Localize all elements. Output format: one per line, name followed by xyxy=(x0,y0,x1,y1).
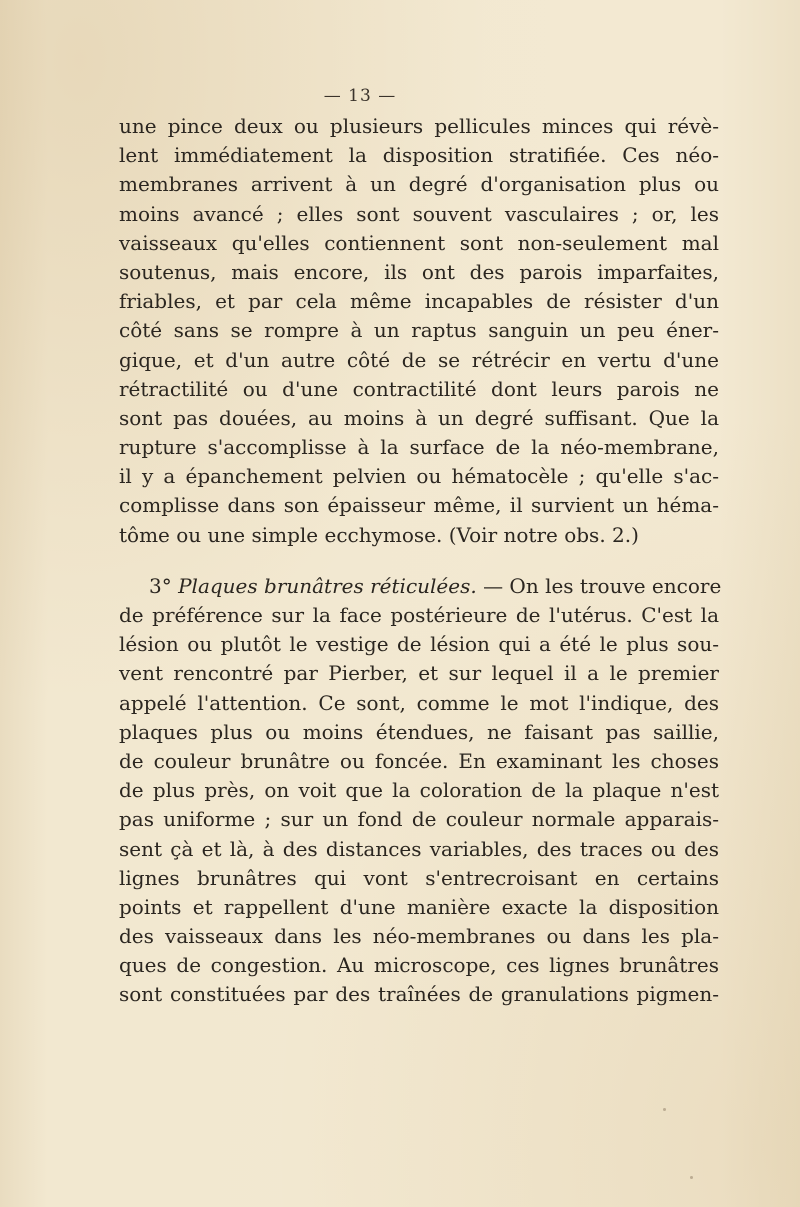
text-line: ques de congestion. Au microscope, ces lignes brunâtres xyxy=(119,953,719,978)
text-line: de plus près, on voit que la coloration de la plaque n'est xyxy=(119,778,719,803)
text-line: tôme ou une simple ecchymose. (Voir notre obs. 2.) xyxy=(119,522,639,547)
paper-speck xyxy=(663,1108,666,1111)
text-line: des vaisseaux dans les néo-membranes ou dans les pla- xyxy=(119,924,719,949)
paper-speck xyxy=(690,1176,693,1179)
text-line: friables, et par cela même incapables de résister d'un xyxy=(119,289,719,314)
section-heading-line xyxy=(119,572,722,601)
paragraph-gap xyxy=(119,550,719,572)
text-line: lignes brunâtres qui vont s'entrecroisant en certains xyxy=(119,865,719,890)
text-line: vaisseaux qu'elles contiennent sont non-seulement mal xyxy=(119,230,719,255)
text-line: sont constituées par des traînées de granulations pigmen- xyxy=(119,982,719,1007)
text-line: de couleur brunâtre ou foncée. En examinant les choses xyxy=(119,748,719,773)
text-line: complisse dans son épaisseur même, il survient un héma- xyxy=(119,493,719,518)
text-line: vent rencontré par Pierber, et sur lequel il a le premier xyxy=(119,661,719,686)
section-title: Plaques brunâtres réticulées. xyxy=(178,573,477,598)
text-line: pas uniforme ; sur un fond de couleur normale apparais- xyxy=(119,807,719,832)
paragraph-2 xyxy=(119,572,722,1010)
text-line: gique, et d'un autre côté de se rétrécir en vertu d'une xyxy=(119,347,719,372)
section-lead-text: — On les trouve encore xyxy=(483,573,722,598)
text-line: membranes arrivent à un degré d'organisation plus ou xyxy=(119,172,719,197)
text-line: côté sans se rompre à un raptus sanguin un peu éner- xyxy=(119,318,719,343)
section-number: 3° xyxy=(149,573,172,598)
text-line: rétractilité ou d'une contractilité dont leurs parois ne xyxy=(119,376,719,401)
text-line: points et rappellent d'une manière exacte la disposition xyxy=(119,894,719,919)
text-line: sont pas douées, au moins à un degré suffisant. Que la xyxy=(119,405,719,430)
body-text xyxy=(119,112,722,1010)
text-line: il y a épanchement pelvien ou hématocèle ; qu'elle s'ac- xyxy=(119,464,719,489)
text-line: appelé l'attention. Ce sont, comme le mot l'indique, des xyxy=(119,690,719,715)
text-line: sent çà et là, à des distances variables, des traces ou des xyxy=(119,836,719,861)
text-line: une pince deux ou plusieurs pellicules minces qui révè- xyxy=(119,114,719,138)
text-line: plaques plus ou moins étendues, ne faisant pas saillie, xyxy=(119,719,719,744)
text-line: rupture s'accomplisse à la surface de la néo-membrane, xyxy=(119,435,719,460)
text-line: lent immédiatement la disposition stratifiée. Ces néo- xyxy=(119,143,719,168)
page-number: — 13 — xyxy=(323,86,397,106)
text-line: soutenus, mais encore, ils ont des parois imparfaites, xyxy=(119,259,719,284)
text-line: de préférence sur la face postérieure de l'utérus. C'est la xyxy=(119,603,719,627)
paragraph-1 xyxy=(119,112,719,550)
text-line: lésion ou plutôt le vestige de lésion qui a été le plus sou- xyxy=(119,632,719,657)
text-line: moins avancé ; elles sont souvent vasculaires ; or, les xyxy=(119,201,719,226)
